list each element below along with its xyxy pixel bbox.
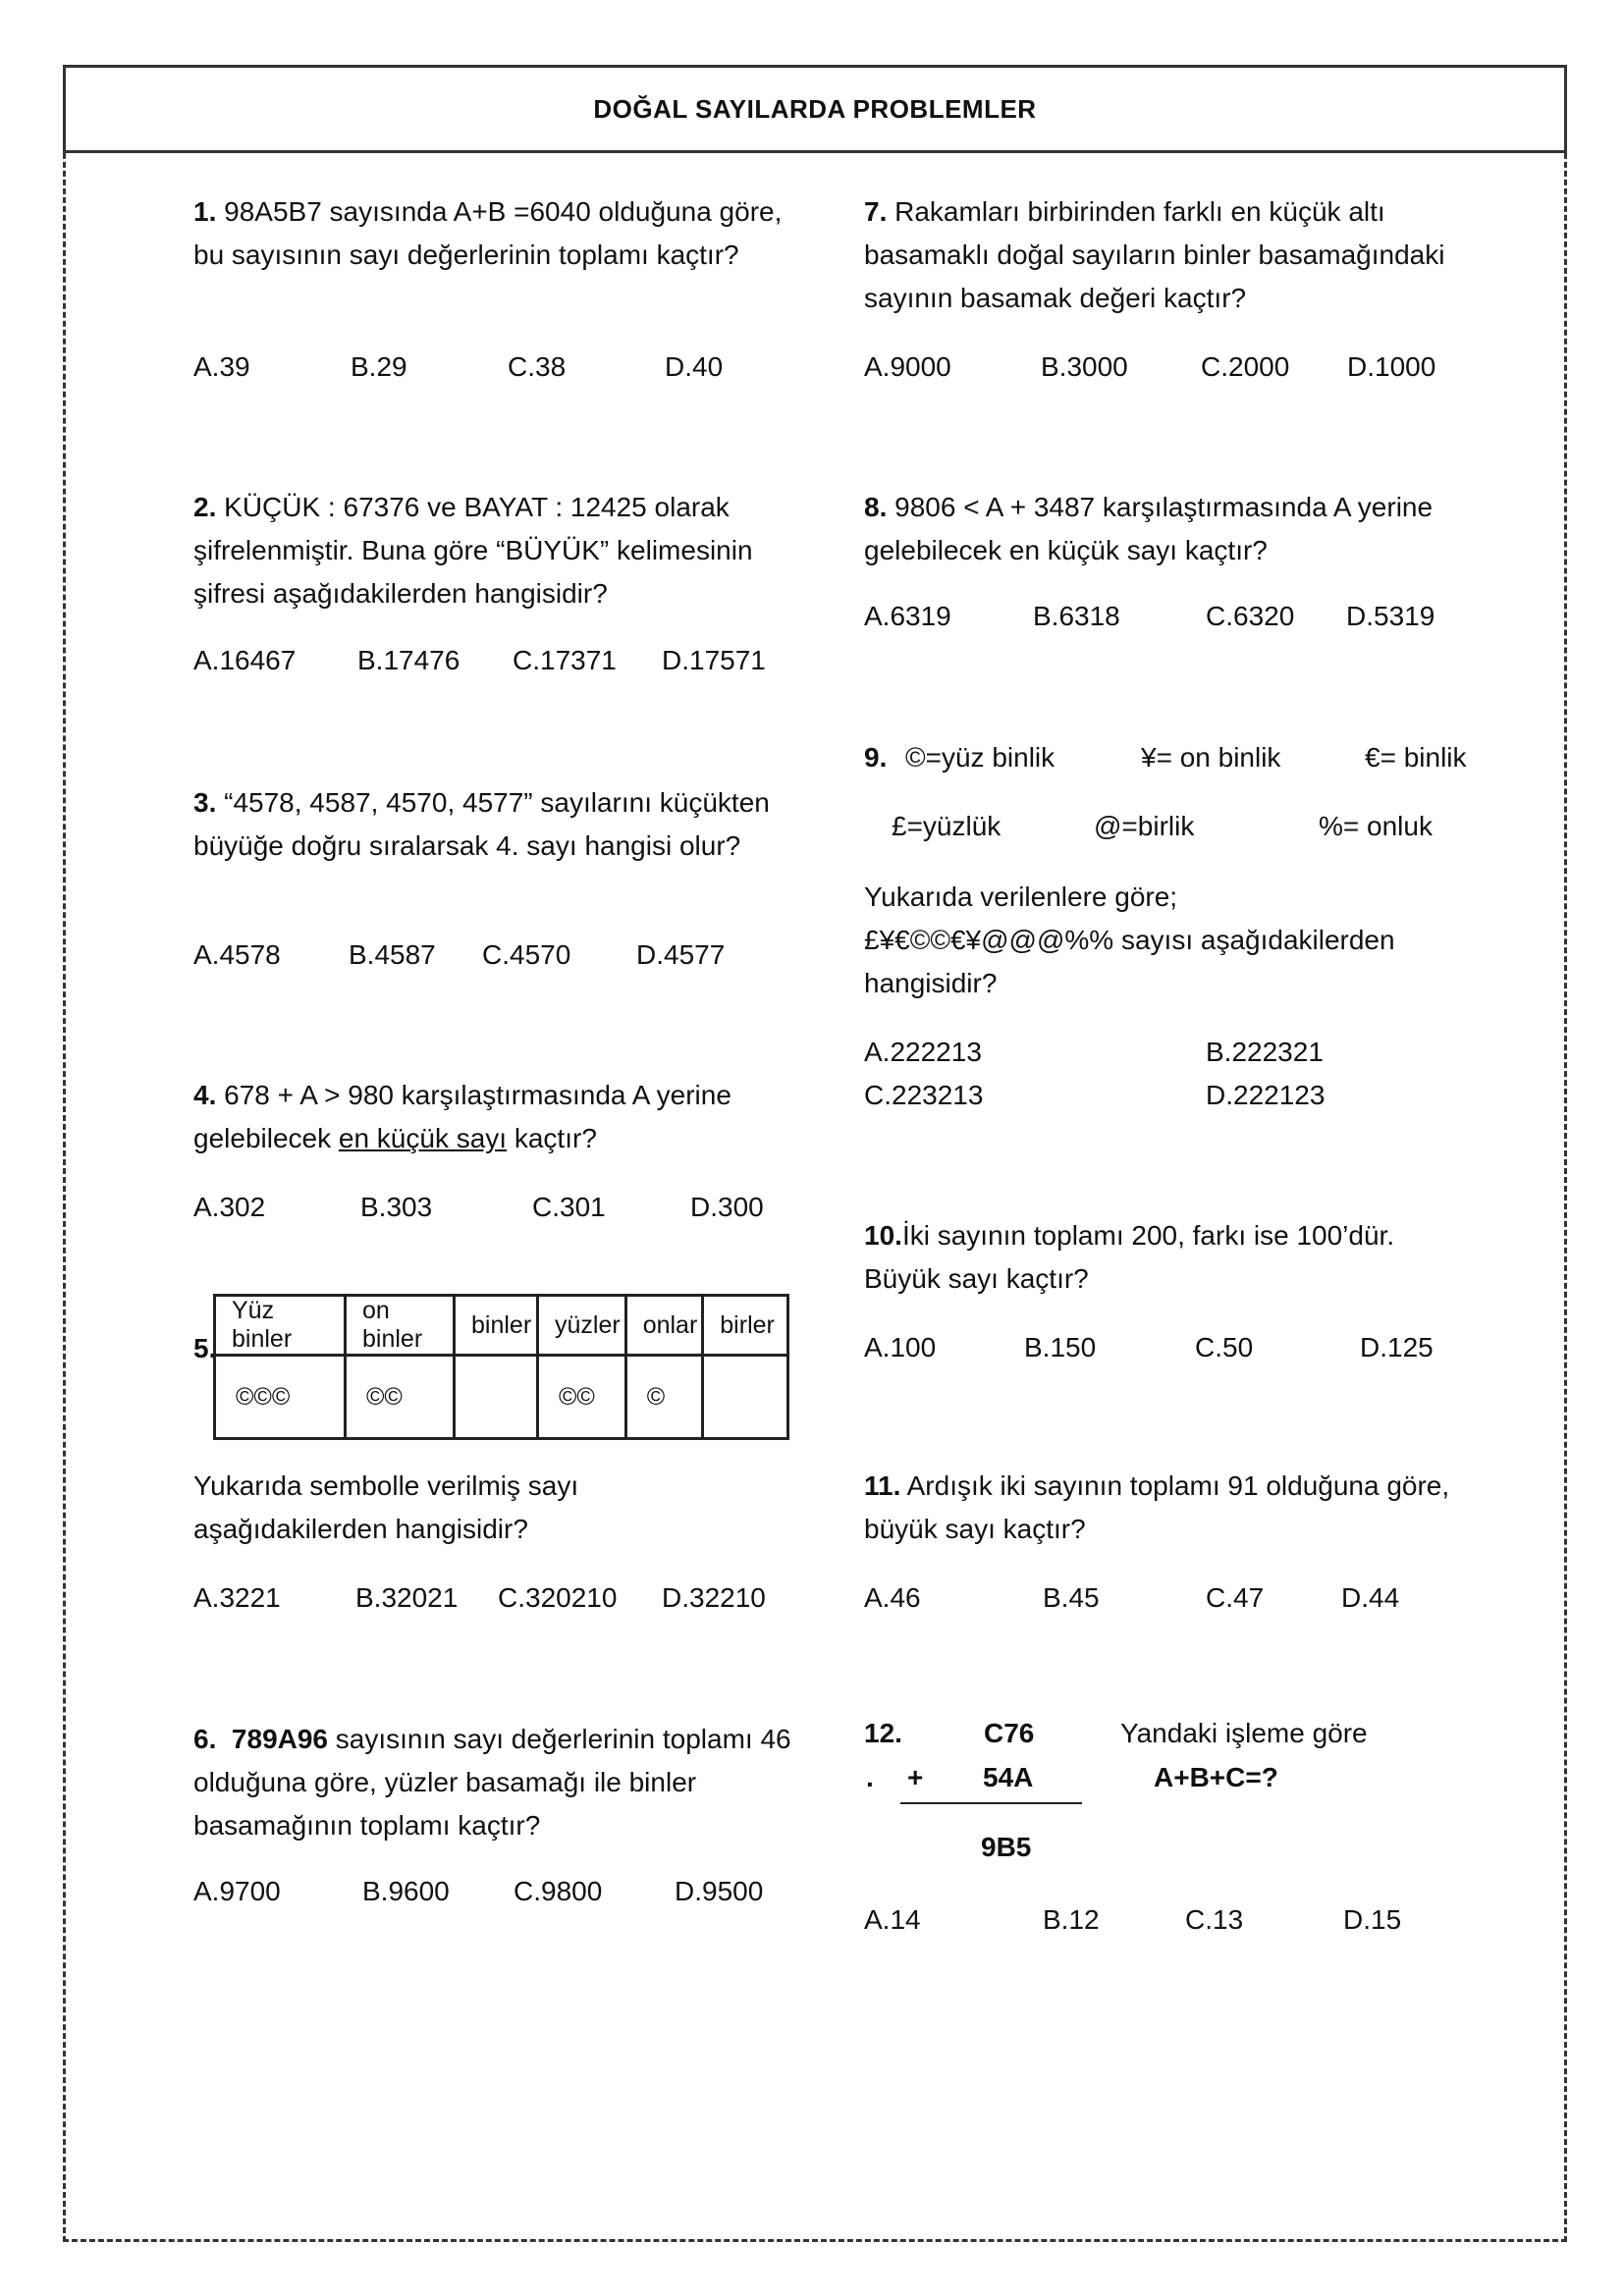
question-text: KÜÇÜK : 67376 ve BAYAT : 12425 olarak şifrelenmiştir. Buna göre “BÜYÜK” kelimesinin şifresi aşağıdakilerden hangisidir?	[193, 492, 753, 609]
option-b[interactable]: B.32021	[355, 1582, 459, 1613]
question-text: Yukarıda sembolle verilmiş sayı aşağıdakilerden hangisidir?	[193, 1470, 579, 1544]
option-c[interactable]: C.17371	[513, 645, 617, 675]
question-number: 5.	[193, 1333, 217, 1363]
question-9-defs-2	[892, 811, 1433, 842]
option-b[interactable]: B.17476	[357, 645, 460, 675]
header-cell: onlar	[625, 1296, 703, 1356]
question-2-options	[193, 645, 766, 676]
symbol-definition: %= onluk	[1319, 811, 1433, 841]
option-d[interactable]: D.1000	[1347, 351, 1436, 382]
symbol-definition: £=yüzlük	[892, 811, 1001, 841]
symbol-definition: @=birlik	[1094, 811, 1195, 841]
addend-top: C76	[984, 1718, 1035, 1748]
question-text-end: kaçtır?	[507, 1123, 597, 1153]
header-cell: Yüz binler	[215, 1296, 346, 1356]
option-a[interactable]: A.16467	[193, 645, 297, 675]
option-b[interactable]: B.222321	[1206, 1037, 1324, 1067]
option-c[interactable]: C.2000	[1201, 351, 1290, 382]
option-c[interactable]: C.223213	[864, 1080, 984, 1110]
sum-result: 9B5	[981, 1832, 1032, 1862]
header-cell: on binler	[346, 1296, 455, 1356]
question-9-options-row1	[864, 1037, 1324, 1068]
underlined-phrase: en küçük sayı	[338, 1123, 508, 1153]
question-12-options	[864, 1904, 1401, 1936]
title-box	[63, 65, 1567, 153]
option-a[interactable]: A.14	[864, 1904, 921, 1935]
option-c[interactable]: C.13	[1185, 1904, 1244, 1935]
option-d[interactable]: D.5319	[1346, 601, 1435, 631]
option-b[interactable]: B.4587	[349, 939, 436, 970]
question-6	[193, 1718, 802, 1847]
option-b[interactable]: B.45	[1043, 1582, 1100, 1613]
symbol-cell	[455, 1356, 538, 1439]
question-text: “4578, 4587, 4570, 4577” sayılarını küçükten büyüğe doğru sıralarsak 4. sayı hangisi olur?	[193, 787, 770, 861]
symbol-definition: ¥= on binlik	[1141, 742, 1281, 773]
option-c[interactable]: C.301	[532, 1192, 606, 1222]
question-text: İki sayının toplamı 200, farkı ise 100’dür. Büyük sayı kaçtır?	[864, 1220, 1395, 1294]
option-c[interactable]: C.47	[1206, 1582, 1265, 1613]
page-title: DOĞAL SAYILARDA PROBLEMLER	[593, 93, 1037, 124]
question-10	[864, 1214, 1453, 1301]
symbol-cell: ©©	[538, 1356, 626, 1439]
question-text: Yandaki işleme göre	[1120, 1718, 1368, 1748]
dot-mark: .	[866, 1762, 874, 1792]
option-a[interactable]: A.302	[193, 1192, 266, 1222]
question-12-line1	[864, 1718, 1368, 1749]
header-cell: yüzler	[538, 1296, 626, 1356]
question-5	[193, 1465, 645, 1551]
question-8	[864, 486, 1463, 572]
number-code: 789A96	[231, 1724, 329, 1754]
question-7	[864, 190, 1463, 320]
question-2	[193, 486, 802, 615]
option-d[interactable]: D.17571	[662, 645, 766, 675]
option-d[interactable]: D.40	[665, 351, 724, 382]
option-b[interactable]: B.29	[351, 351, 407, 382]
option-b[interactable]: B.9600	[362, 1876, 450, 1906]
question-text: 678 + A > 980 karşılaştırmasında A yerine gelebilecek	[193, 1080, 731, 1153]
symbol-cell: ©	[625, 1356, 703, 1439]
question-number: 2.	[193, 492, 217, 522]
option-d[interactable]: D.300	[690, 1192, 764, 1222]
option-c[interactable]: C.4570	[482, 939, 571, 970]
question-5-options	[193, 1582, 766, 1614]
question-text: Rakamları birbirinden farklı en küçük altı basamaklı doğal sayıların binler basamağındaki sayının basamak değeri kaçtır?	[864, 196, 1445, 313]
question-number: 7.	[864, 196, 888, 227]
option-d[interactable]: D.44	[1341, 1582, 1400, 1613]
question-4-options	[193, 1192, 764, 1223]
addend-bottom: 54A	[983, 1762, 1034, 1792]
option-a[interactable]: A.46	[864, 1582, 921, 1613]
question-3-options	[193, 939, 725, 971]
question-9	[864, 876, 1453, 1005]
place-value-table	[213, 1294, 789, 1440]
option-b[interactable]: B.6318	[1033, 601, 1120, 631]
option-c[interactable]: C.6320	[1206, 601, 1295, 631]
question-8-options	[864, 601, 1435, 632]
option-a[interactable]: A.4578	[193, 939, 281, 970]
option-d[interactable]: D.15	[1343, 1904, 1402, 1935]
question-3	[193, 781, 802, 868]
option-a[interactable]: A.6319	[864, 601, 951, 631]
option-c[interactable]: C.50	[1195, 1332, 1254, 1362]
question-1	[193, 190, 802, 277]
header-cell: birler	[703, 1296, 788, 1356]
option-a[interactable]: A.9000	[864, 351, 951, 382]
question-text: Ardışık iki sayının toplamı 91 olduğuna göre, büyük sayı kaçtır?	[864, 1470, 1450, 1544]
question-number: 6.	[193, 1724, 217, 1754]
option-a[interactable]: A.3221	[193, 1582, 281, 1613]
question-number: 8.	[864, 492, 888, 522]
question-text: sayısının sayı değerlerinin toplamı 46 olduğuna göre, yüzler basamağı ile binler basamağının toplamı kaçtır?	[193, 1724, 791, 1841]
question-4	[193, 1074, 802, 1160]
question-11	[864, 1465, 1453, 1551]
question-ask: A+B+C=?	[1154, 1762, 1278, 1792]
question-9-defs-1	[864, 742, 1467, 774]
question-6-options	[193, 1876, 763, 1907]
question-10-options	[864, 1332, 1434, 1363]
option-c[interactable]: C.9800	[514, 1876, 603, 1906]
question-number: 3.	[193, 787, 217, 818]
option-b[interactable]: B.150	[1024, 1332, 1097, 1362]
question-text: 98A5B7 sayısında A+B =6040 olduğuna göre, bu sayısının sayı değerlerinin toplamı kaçtır?	[193, 196, 783, 270]
question-7-options	[864, 351, 1435, 383]
symbol-cell: ©©©	[215, 1356, 346, 1439]
question-number: 10.	[864, 1220, 902, 1251]
sum-line	[900, 1802, 1082, 1804]
question-1-options	[193, 351, 723, 383]
question-number: 11.	[864, 1470, 901, 1501]
question-number: 9.	[864, 742, 888, 773]
question-12-result	[981, 1832, 1031, 1863]
option-d[interactable]: D.9500	[675, 1876, 764, 1906]
question-12-line2	[866, 1762, 1278, 1793]
question-11-options	[864, 1582, 1399, 1614]
option-a[interactable]: A.9700	[193, 1876, 281, 1906]
option-c[interactable]: C.320210	[498, 1582, 618, 1613]
symbol-cell	[703, 1356, 788, 1439]
option-a[interactable]: A.39	[193, 351, 250, 382]
question-text: Yukarıda verilenlere göre;	[864, 881, 1178, 912]
symbol-definition: ©=yüz binlik	[905, 742, 1056, 773]
symbol-cell: ©©	[346, 1356, 455, 1439]
question-number: 4.	[193, 1080, 217, 1110]
option-d[interactable]: D.222123	[1206, 1080, 1326, 1110]
plus-sign: +	[907, 1762, 924, 1792]
question-9-options-row2	[864, 1080, 1325, 1111]
option-d[interactable]: D.32210	[662, 1582, 766, 1613]
symbol-definition: €= binlik	[1365, 742, 1467, 773]
question-text: 9806 < A + 3487 karşılaştırmasında A yerine gelebilecek en küçük sayı kaçtır?	[864, 492, 1434, 565]
header-cell: binler	[455, 1296, 538, 1356]
option-d[interactable]: D.125	[1360, 1332, 1434, 1362]
option-a[interactable]: A.100	[864, 1332, 937, 1362]
option-b[interactable]: B.303	[360, 1192, 433, 1222]
option-b[interactable]: B.3000	[1041, 351, 1128, 382]
option-c[interactable]: C.38	[508, 351, 567, 382]
option-a[interactable]: A.222213	[864, 1037, 982, 1067]
question-number: 12.	[864, 1718, 902, 1748]
option-d[interactable]: D.4577	[636, 939, 726, 970]
question-number: 1.	[193, 196, 217, 227]
question-text: £¥€©©€¥@@@%% sayısı aşağıdakilerden hangisidir?	[864, 925, 1395, 998]
option-b[interactable]: B.12	[1043, 1904, 1100, 1935]
